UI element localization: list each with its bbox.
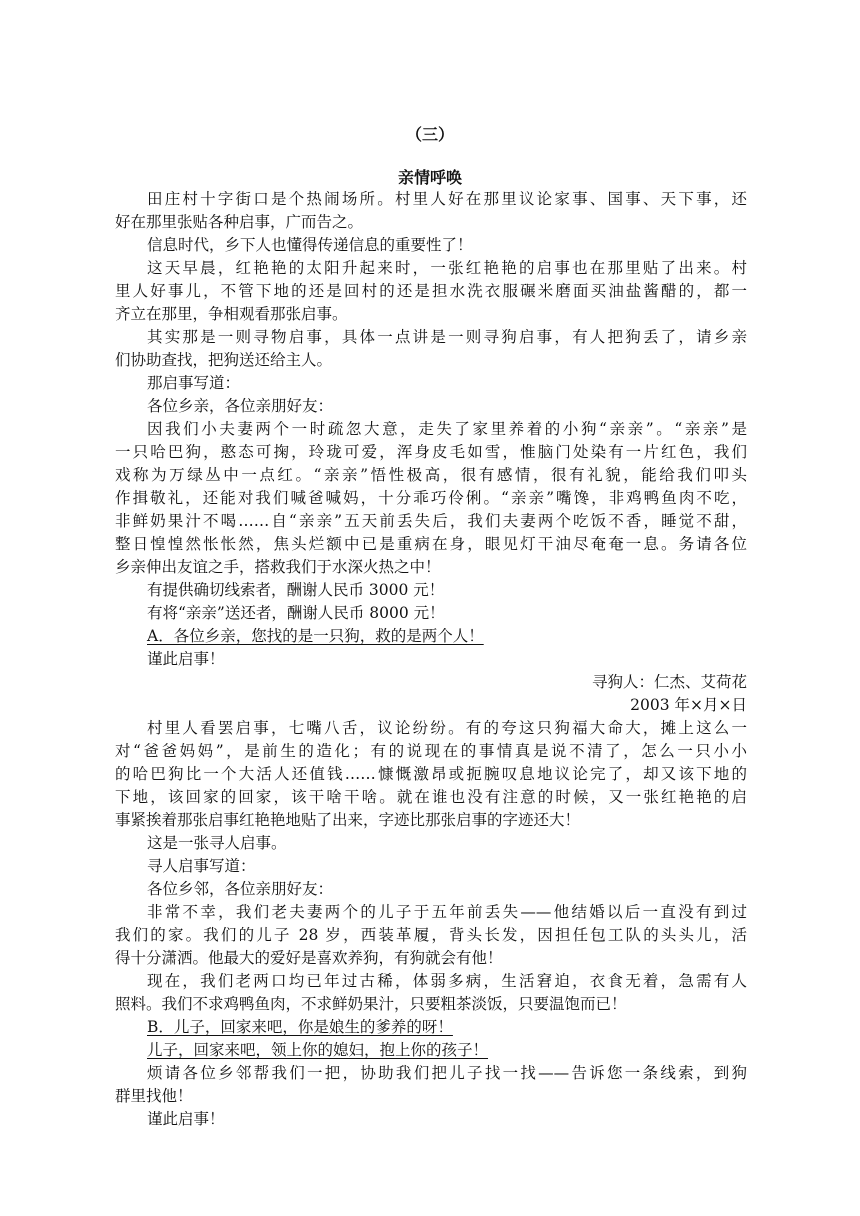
line-text: 的哈巴狗比一个大活人还值钱……慷慨激昂或扼腕叹息地议论完了，却又该下地的	[115, 765, 747, 783]
text-line	[115, 487, 747, 510]
text-line	[115, 349, 747, 372]
line-text: 烦请各位乡邻帮我们一把，协助我们把儿子找一找——告诉您一条线索，到狗	[147, 1064, 747, 1082]
text-line	[115, 441, 747, 464]
line-text: 有将“亲亲”送还者，酬谢人民币 8000 元！	[147, 604, 445, 622]
article-title: 亲情呼唤	[397, 168, 462, 187]
text-line	[115, 533, 747, 556]
text-line	[115, 234, 747, 257]
text-line	[115, 188, 747, 211]
text-line	[115, 901, 747, 924]
line-text: 齐立在那里，争相观看那张启事。	[115, 305, 348, 323]
line-text: 一只哈巴狗，憨态可掬，玲珑可爱，浑身皮毛如雪，惟脑门处染有一片红色，我们	[115, 443, 747, 461]
text-line	[115, 602, 747, 625]
text-line	[115, 694, 747, 717]
text-line	[115, 418, 747, 441]
text-line	[115, 464, 747, 487]
line-text: 各位乡亲，各位亲朋好友：	[147, 397, 334, 415]
line-text: 乡亲伸出友谊之手，搭救我们于水深火热之中！	[115, 558, 441, 576]
line-text: 照料。我们不求鸡鸭鱼肉，不求鲜奶果汁，只要粗茶淡饭，只要温饱而已！	[115, 995, 627, 1013]
line-text: 对“爸爸妈妈”，是前生的造化；有的说现在的事情真是说不清了，怎么一只小小	[115, 742, 747, 760]
section-number: （三）	[405, 125, 454, 144]
line-text: 2003 年×月×日	[630, 696, 747, 714]
text-line	[115, 970, 747, 993]
line-text: 现在，我们老两口均已年过古稀，体弱多病，生活窘迫，衣食无着，急需有人	[147, 972, 747, 990]
text-line	[115, 326, 747, 349]
text-line	[115, 579, 747, 602]
underlined-sentence: 儿子，回家来吧，领上你的媳妇，抱上你的孩子！	[147, 1041, 489, 1059]
text-line	[115, 395, 747, 418]
text-line	[115, 257, 747, 280]
line-text: 戏称为万绿丛中一点红。“亲亲”悟性极高，很有感情，很有礼貌，能给我们叩头	[115, 466, 747, 484]
text-line	[115, 832, 747, 855]
line-text: 其实那是一则寻物启事，具体一点讲是一则寻狗启事，有人把狗丢了，请乡亲	[147, 328, 747, 346]
text-line	[115, 303, 747, 326]
line-text: 群里找他！	[115, 1087, 193, 1105]
line-text: 寻狗人：仁杰、艾荷花	[591, 673, 747, 691]
text-line	[115, 556, 747, 579]
text-line	[115, 717, 747, 740]
line-text: 谨此启事！	[147, 1110, 225, 1128]
text-line	[115, 1062, 747, 1085]
line-text: 事紧挨着那张启事红艳艳地贴了出来，字迹比那张启事的字迹还大！	[115, 811, 581, 829]
text-line	[115, 1085, 747, 1108]
text-line	[115, 280, 747, 303]
text-line	[115, 809, 747, 832]
text-line	[115, 855, 747, 878]
text-line	[115, 740, 747, 763]
text-line	[115, 878, 747, 901]
text-line	[115, 947, 747, 970]
text-line	[115, 671, 747, 694]
line-text: 那启事写道：	[147, 374, 241, 392]
text-line	[115, 1039, 747, 1062]
line-text: 下地，该回家的回家，该干啥干啥。就在谁也没有注意的时候，又一张红艳艳的启	[115, 788, 747, 806]
text-line	[115, 211, 747, 234]
line-text: 谨此启事！	[147, 650, 225, 668]
line-text: 村里人看罢启事，七嘴八舌，议论纷纷。有的夸这只狗福大命大，摊上这么一	[147, 719, 747, 737]
text-line	[115, 1016, 747, 1039]
line-text: 得十分潇洒。他最大的爱好是喜欢养狗，有狗就会有他！	[115, 949, 503, 967]
text-line	[115, 648, 747, 671]
text-line	[115, 1108, 747, 1131]
line-text: 这是一张寻人启事。	[147, 834, 287, 852]
line-text: 信息时代，乡下人也懂得传递信息的重要性了！	[147, 236, 473, 254]
line-text: 们协助查找，把狗送还给主人。	[115, 351, 333, 369]
line-text: 因我们小夫妻两个一时疏忽大意，走失了家里养着的小狗“亲亲”。“亲亲”是	[147, 420, 747, 438]
text-line	[115, 786, 747, 809]
underlined-sentence: A．各位乡亲，您找的是一只狗，救的是两个人！	[147, 627, 484, 645]
line-text: 有提供确切线索者，酬谢人民币 3000 元！	[147, 581, 445, 599]
text-line	[115, 924, 747, 947]
line-text: 整日惶惶然怅怅然，焦头烂额中已是重病在身，眼见灯干油尽奄奄一息。务请各位	[115, 535, 747, 553]
underlined-sentence: B．儿子，回家来吧，你是娘生的爹养的呀！	[147, 1018, 453, 1036]
line-text: 非鲜奶果汁不喝……自“亲亲”五天前丢失后，我们夫妻两个吃饭不香，睡觉不甜，	[115, 512, 747, 530]
text-line	[115, 372, 747, 395]
line-text: 这天早晨，红艳艳的太阳升起来时，一张红艳艳的启事也在那里贴了出来。村	[147, 259, 747, 277]
text-line	[115, 993, 747, 1016]
line-text: 非常不幸，我们老夫妻两个的儿子于五年前丢失——他结婚以后一直没有到过	[147, 903, 747, 921]
line-text: 作揖敬礼，还能对我们喊爸喊妈，十分乖巧伶俐。“亲亲”嘴馋，非鸡鸭鱼肉不吃，	[115, 489, 747, 507]
line-text: 寻人启事写道：	[147, 857, 256, 875]
text-line	[115, 510, 747, 533]
text-line	[115, 625, 747, 648]
line-text: 好在那里张贴各种启事，广而告之。	[115, 213, 364, 231]
text-line	[115, 763, 747, 786]
line-text: 田庄村十字街口是个热闹场所。村里人好在那里议论家事、国事、天下事，还	[147, 190, 747, 208]
line-text: 我们的家。我们的儿子 28 岁，西装革履，背头长发，因担任包工队的头头儿，活	[115, 926, 747, 944]
article-body	[115, 188, 747, 1131]
line-text: 里人好事儿，不管下地的还是回村的还是担水洗衣服碾米磨面买油盐酱醋的，都一	[115, 282, 747, 300]
line-text: 各位乡邻，各位亲朋好友：	[147, 880, 334, 898]
